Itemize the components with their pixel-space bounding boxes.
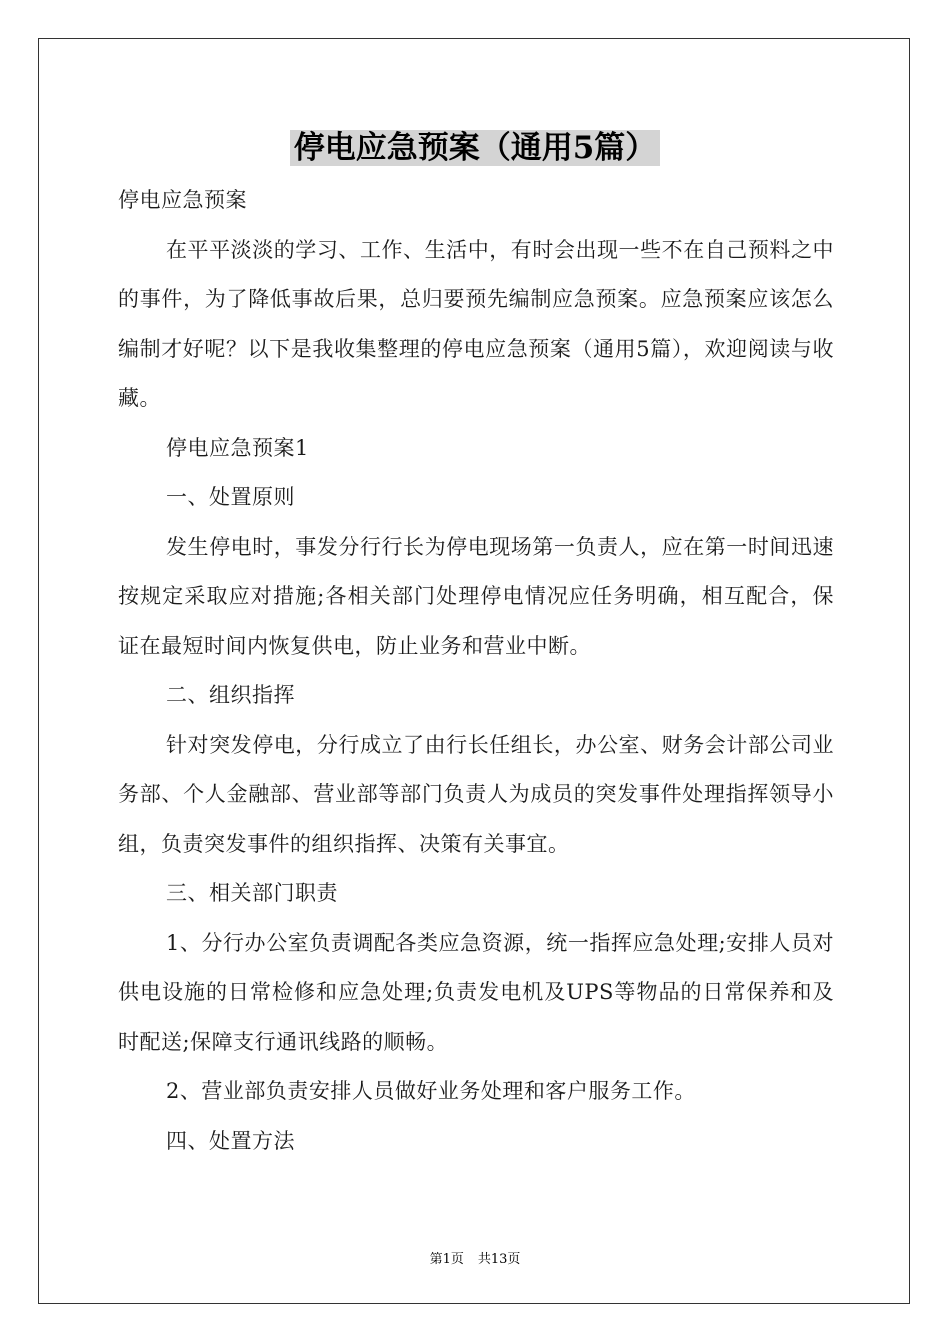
paragraph: 一、处置原则 (166, 485, 295, 509)
paragraph: 1、分行办公室负责调配各类应急资源，统一指挥应急处理;安排人员对供电设施的日常检修和应急处理;负责发电机及UPS等物品的日常保养和及时配送;保障支行通讯线路的顺畅。 (118, 930, 834, 1054)
paragraph: 二、组织指挥 (166, 683, 295, 707)
page-footer (0, 1248, 950, 1267)
paragraph: 在平平淡淡的学习、工作、生活中，有时会出现一些不在自己预料之中的事件，为了降低事故后果，总归要预先编制应急预案。应急预案应该怎么编制才好呢？以下是我收集整理的停电应急预案（通用5篇），欢迎阅读与收藏。 (118, 237, 834, 410)
paragraph: 停电应急预案1 (166, 435, 309, 460)
document-title-text: 停电应急预案（通用5篇） (290, 130, 661, 166)
document-title (0, 125, 950, 171)
paragraph: 四、处置方法 (166, 1128, 295, 1153)
paragraph: 三、相关部门职责 (166, 881, 338, 905)
paragraph: 2、营业部负责安排人员做好业务处理和客户服务工作。 (166, 1079, 696, 1103)
paragraph: 针对突发停电，分行成立了由行长任组长，办公室、财务会计部公司业务部、个人金融部、营业部等部门负责人为成员的突发事件处理指挥领导小组，负责突发事件的组织指挥、决策有关事宜。 (118, 732, 834, 856)
paragraph: 停电应急预案 (118, 188, 247, 212)
page-number: 第1页 (429, 1252, 464, 1267)
paragraph: 发生停电时，事发分行行长为停电现场第一负责人，应在第一时间迅速按规定采取应对措施;各相关部门处理停电情况应任务明确，相互配合，保证在最短时间内恢复供电，防止业务和营业中断。 (118, 534, 834, 658)
document-body (118, 176, 834, 1166)
page-total: 共13页 (477, 1252, 521, 1267)
